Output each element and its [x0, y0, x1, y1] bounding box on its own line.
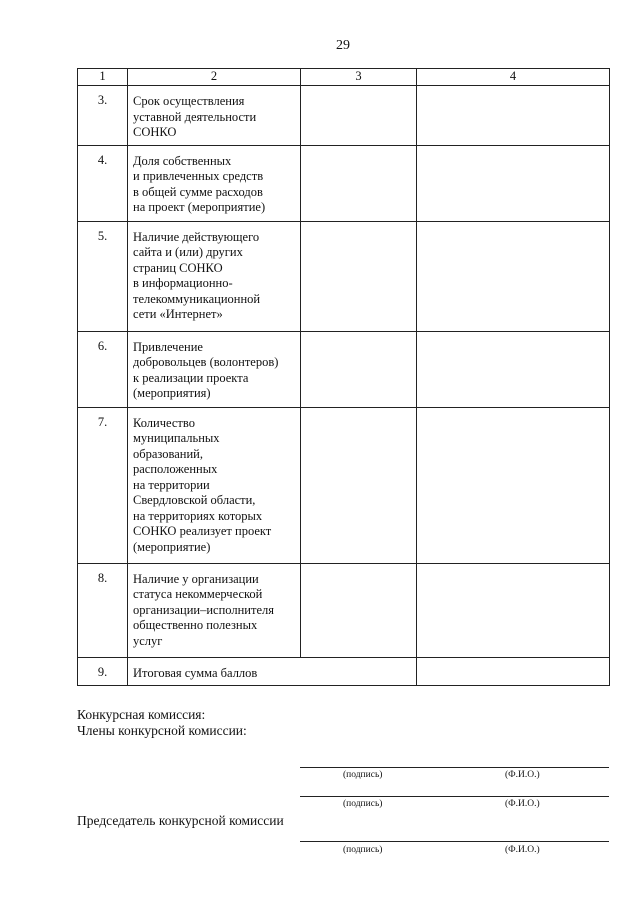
- header-cell: 4: [417, 69, 610, 86]
- table-row: [78, 221, 610, 331]
- criterion-text: Привлечение добровольцев (волонтеров) к реализации проекта (мероприятия): [133, 339, 279, 400]
- criterion-text: Доля собственных и привлеченных средств в общей сумме расходов на проект (мероприятие): [133, 153, 266, 214]
- criterion-text: Срок осуществления уставной деятельности СОНКО: [133, 94, 257, 139]
- total-label: Итоговая сумма баллов: [128, 657, 417, 686]
- criterion-label: [128, 86, 301, 146]
- criterion-label: [128, 145, 301, 221]
- table-header-row: [78, 69, 610, 86]
- table-row: [78, 331, 610, 407]
- table-row: [78, 407, 610, 563]
- notes-cell: [417, 145, 610, 221]
- name-caption: (Ф.И.О.): [505, 845, 540, 855]
- score-cell: [301, 145, 417, 221]
- name-caption: (Ф.И.О.): [505, 770, 540, 780]
- row-number: 6.: [78, 331, 128, 407]
- chairman-heading: Председатель конкурсной комиссии: [77, 813, 284, 828]
- score-cell: [301, 331, 417, 407]
- criterion-text: Наличие у организации статуса некоммерческой организации–исполнителя общественно полезных услуг: [133, 571, 274, 648]
- criterion-text: Количество муниципальных образований, расположенных на территории Свердловской области, на территориях которых СОНКО реализует проект (мероприятие): [133, 415, 272, 554]
- score-cell: [301, 563, 417, 657]
- total-row: [78, 657, 610, 686]
- notes-cell: [417, 563, 610, 657]
- row-number: 3.: [78, 86, 128, 146]
- row-number: 7.: [78, 407, 128, 563]
- notes-cell: [417, 407, 610, 563]
- name-caption: (Ф.И.О.): [505, 799, 540, 809]
- score-cell: [301, 221, 417, 331]
- total-value-cell: [417, 657, 610, 686]
- notes-cell: [417, 86, 610, 146]
- signature-caption: (подпись): [343, 799, 383, 809]
- evaluation-table: [77, 68, 610, 686]
- signature-line: [300, 796, 609, 797]
- criterion-text: Наличие действующего сайта и (или) других страниц СОНКО в информационно- телекоммуникационной сети «Интернет»: [133, 229, 261, 321]
- row-number: 8.: [78, 563, 128, 657]
- score-cell: [301, 86, 417, 146]
- header-cell: 3: [301, 69, 417, 86]
- notes-cell: [417, 331, 610, 407]
- row-number: 9.: [78, 657, 128, 686]
- page-number: 29: [336, 38, 350, 53]
- row-number: 5.: [78, 221, 128, 331]
- header-cell: 1: [78, 69, 128, 86]
- commission-heading: Конкурсная комиссия:: [77, 707, 206, 722]
- signature-caption: (подпись): [343, 845, 383, 855]
- criterion-label: [128, 221, 301, 331]
- row-number: 4.: [78, 145, 128, 221]
- notes-cell: [417, 221, 610, 331]
- criterion-label: [128, 331, 301, 407]
- signature-line: [300, 841, 609, 842]
- signature-line: [300, 767, 609, 768]
- signature-caption: (подпись): [343, 770, 383, 780]
- members-heading: Члены конкурсной комиссии:: [77, 723, 247, 738]
- header-cell: 2: [128, 69, 301, 86]
- table-row: [78, 145, 610, 221]
- score-cell: [301, 407, 417, 563]
- table-row: [78, 563, 610, 657]
- table-row: [78, 86, 610, 146]
- criterion-label: [128, 563, 301, 657]
- criterion-label: [128, 407, 301, 563]
